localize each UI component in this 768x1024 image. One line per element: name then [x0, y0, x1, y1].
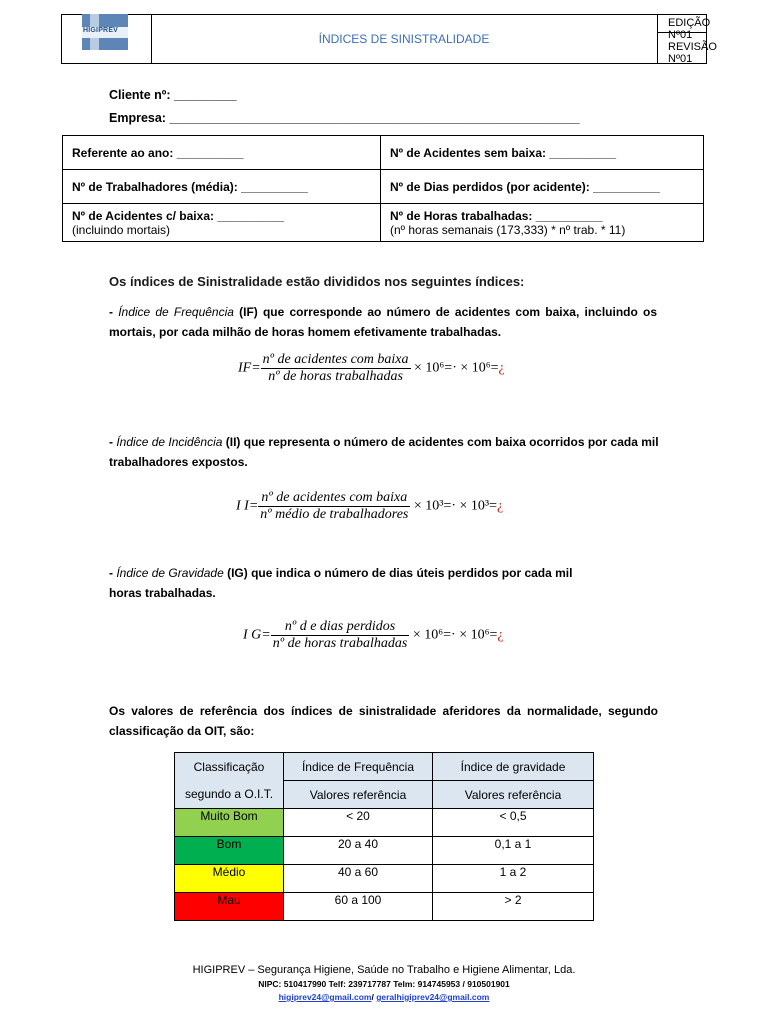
- accidents-with-leave-label: Nº de Acidentes c/ baixa: __________: [72, 208, 285, 223]
- ref-row-ig: < 0,5: [433, 809, 594, 837]
- ref-row-label: Médio: [175, 865, 284, 893]
- logo-cell: [62, 15, 152, 63]
- footer-email-link-1[interactable]: higiprev24@gmail.com: [278, 992, 372, 1002]
- ii-formula-numerator: nº de acidentes com baixa: [258, 490, 410, 507]
- revision-label: REVISÃO Nº01: [668, 41, 717, 65]
- ig-formula-tail: ¿: [497, 627, 504, 643]
- ii-dash: -: [109, 435, 117, 449]
- ref-row-if: < 20: [284, 809, 433, 837]
- ii-name: Índice de Incidência: [116, 435, 223, 449]
- document-title: ÍNDICES DE SINISTRALIDADE: [151, 15, 658, 63]
- client-number-field: Cliente nº: _________: [109, 88, 237, 102]
- ref-row-if: 20 a 40: [284, 837, 433, 865]
- ii-formula: [236, 490, 503, 523]
- ref-header-if-values: Valores referência: [284, 781, 433, 809]
- if-formula-rhs: × 10⁶=· × 10⁶=: [414, 360, 499, 376]
- ig-dash: -: [109, 566, 117, 580]
- if-formula: [238, 352, 505, 385]
- ii-text: que representa o número de acidentes com baixa ocorridos por cada mil trabalhadores expostos.: [109, 435, 659, 469]
- ii-formula-tail: ¿: [497, 498, 504, 514]
- ii-formula-denominator: nº médio de trabalhadores: [260, 507, 409, 522]
- if-formula-tail: ¿: [498, 360, 505, 376]
- ii-formula-rhs: × 10³=· × 10³=: [413, 498, 498, 514]
- document-header: [61, 14, 717, 65]
- if-description: [109, 302, 657, 342]
- table-row: [175, 837, 594, 865]
- reference-year-cell: Referente ao ano: __________: [63, 136, 381, 170]
- company-logo: [82, 14, 128, 50]
- accidents-without-leave-cell: Nº de Acidentes sem baixa: __________: [381, 136, 704, 170]
- ig-formula-numerator: nº d e dias perdidos: [271, 619, 410, 636]
- footer-email-link-2[interactable]: geralhigiprev24@gmail.com: [376, 992, 490, 1002]
- ii-formula-lhs: I I=: [236, 498, 259, 514]
- footer-emails: [0, 992, 768, 1002]
- if-formula-numerator: nº de acidentes com baixa: [262, 352, 409, 367]
- ii-description: [109, 432, 659, 472]
- reference-values-intro: Os valores de referência dos índices de sinistralidade aferidores da normalidade, segundo classificação da OIT, são:: [109, 704, 658, 738]
- footer-company: HIGIPREV – Segurança Higiene, Saúde no Trabalho e Higiene Alimentar, Lda.: [192, 964, 576, 976]
- if-abbr: (IF): [233, 305, 263, 319]
- indices-intro: Os índices de Sinistralidade estão divididos nos seguintes índices:: [109, 274, 525, 289]
- table-row: [175, 893, 594, 921]
- footer-contacts: NIPC: 510417990 Telf: 239717787 Telm: 914745953 / 910501901: [258, 979, 510, 989]
- ig-abbr: (IG): [223, 566, 252, 580]
- ref-row-label: Muito Bom: [175, 809, 284, 837]
- hours-worked-note: (nº horas semanais (173,333) * nº trab. * 11): [390, 222, 626, 237]
- ig-description: [109, 563, 572, 603]
- ref-header-class-line2: segundo a O.I.T.: [175, 781, 284, 809]
- hours-worked-label: Nº de Horas trabalhadas: __________: [390, 208, 603, 223]
- info-table: [62, 135, 704, 242]
- edition-label: EDIÇÃO Nº01: [668, 17, 711, 41]
- ref-row-if: 40 a 60: [284, 865, 433, 893]
- if-formula-denominator: nº de horas trabalhadas: [268, 369, 403, 384]
- hours-worked-cell: [381, 204, 704, 242]
- ref-header-ig: Índice de gravidade: [433, 753, 594, 781]
- logo-text: HIGIPREV: [83, 27, 119, 34]
- company-field: Empresa: ___________________________________________________________: [109, 111, 580, 125]
- footer-email-separator: /: [371, 992, 377, 1002]
- ig-text-line1: que indica o número de dias úteis perdidos por cada mil: [251, 566, 573, 580]
- ref-header-class-line1: Classificação: [175, 753, 284, 781]
- ii-abbr: (II): [222, 435, 244, 449]
- ig-formula-lhs: I G=: [243, 627, 271, 643]
- ref-header-ig-values: Valores referência: [433, 781, 594, 809]
- lost-days-cell: Nº de Dias perdidos (por acidente): __________: [381, 170, 704, 204]
- ref-row-label: Mau: [175, 893, 284, 921]
- ref-row-label: Bom: [175, 837, 284, 865]
- ref-row-if: 60 a 100: [284, 893, 433, 921]
- if-dash: -: [109, 305, 119, 319]
- if-formula-lhs: IF=: [238, 360, 261, 376]
- ig-text-line2: horas trabalhadas.: [109, 586, 216, 600]
- ig-formula-rhs: × 10⁶=· × 10⁶=: [412, 627, 498, 643]
- ref-row-ig: 0,1 a 1: [433, 837, 594, 865]
- accidents-with-leave-cell: [63, 204, 381, 242]
- ref-header-if: Índice de Frequência: [284, 753, 433, 781]
- average-workers-cell: Nº de Trabalhadores (média): __________: [63, 170, 381, 204]
- table-row: [175, 809, 594, 837]
- ig-name: Índice de Gravidade: [116, 566, 224, 580]
- ig-formula-denominator: nº de horas trabalhadas: [272, 636, 408, 651]
- ref-row-ig: > 2: [433, 893, 594, 921]
- accidents-with-leave-note: (incluindo mortais): [72, 222, 171, 237]
- reference-values-table: [174, 752, 594, 921]
- table-row: [175, 865, 594, 893]
- ig-formula: [243, 619, 504, 652]
- if-text: que corresponde ao número de acidentes com baixa, incluindo os mortais, por cada milhão de horas homem efetivamente trabalhadas.: [109, 305, 657, 339]
- ref-row-ig: 1 a 2: [433, 865, 594, 893]
- if-name: Índice de Frequência: [118, 305, 234, 319]
